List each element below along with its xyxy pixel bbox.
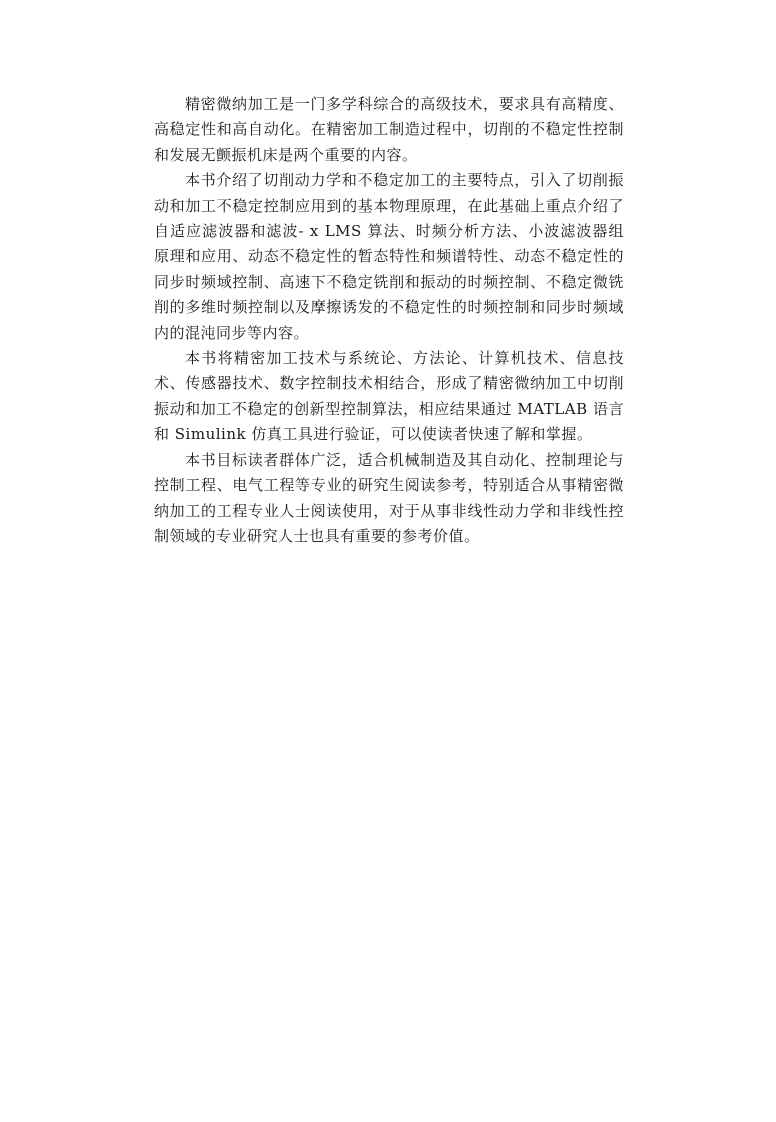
abstract-text-block — [154, 92, 624, 549]
paragraph-3: 本书将精密加工技术与系统论、方法论、计算机技术、信息技术、传感器技术、数字控制技术相结合，形成了精密微纳加工中切削振动和加工不稳定的创新型控制算法，相应结果通过 MATLAB 语言和 Simulink 仿真工具进行验证，可以使读者快速了解和掌握。 — [154, 349, 624, 444]
paragraph-2: 本书介绍了切削动力学和不稳定加工的主要特点，引入了切削振动和加工不稳定控制应用到的基本物理原理，在此基础上重点介绍了自适应滤波器和滤波- x LMS 算法、时频分析方法、小波滤波器组原理和应用、动态不稳定性的暂态特性和频谱特性、动态不稳定性的同步时频域控制、高速下不稳定铣削和振动的时频控制、不稳定微铣削的多维时频控制以及摩擦诱发的不稳定性的时频控制和同步时频域内的混沌同步等内容。 — [154, 171, 624, 342]
paragraph-4: 本书目标读者群体广泛，适合机械制造及其自动化、控制理论与控制工程、电气工程等专业的研究生阅读参考，特别适合从事精密微纳加工的工程专业人士阅读使用，对于从事非线性动力学和非线性控制领域的专业研究人士也具有重要的参考价值。 — [154, 450, 624, 545]
paragraph-1: 精密微纳加工是一门多学科综合的高级技术，要求具有高精度、高稳定性和高自动化。在精密加工制造过程中，切削的不稳定性控制和发展无颤振机床是两个重要的内容。 — [154, 95, 624, 164]
